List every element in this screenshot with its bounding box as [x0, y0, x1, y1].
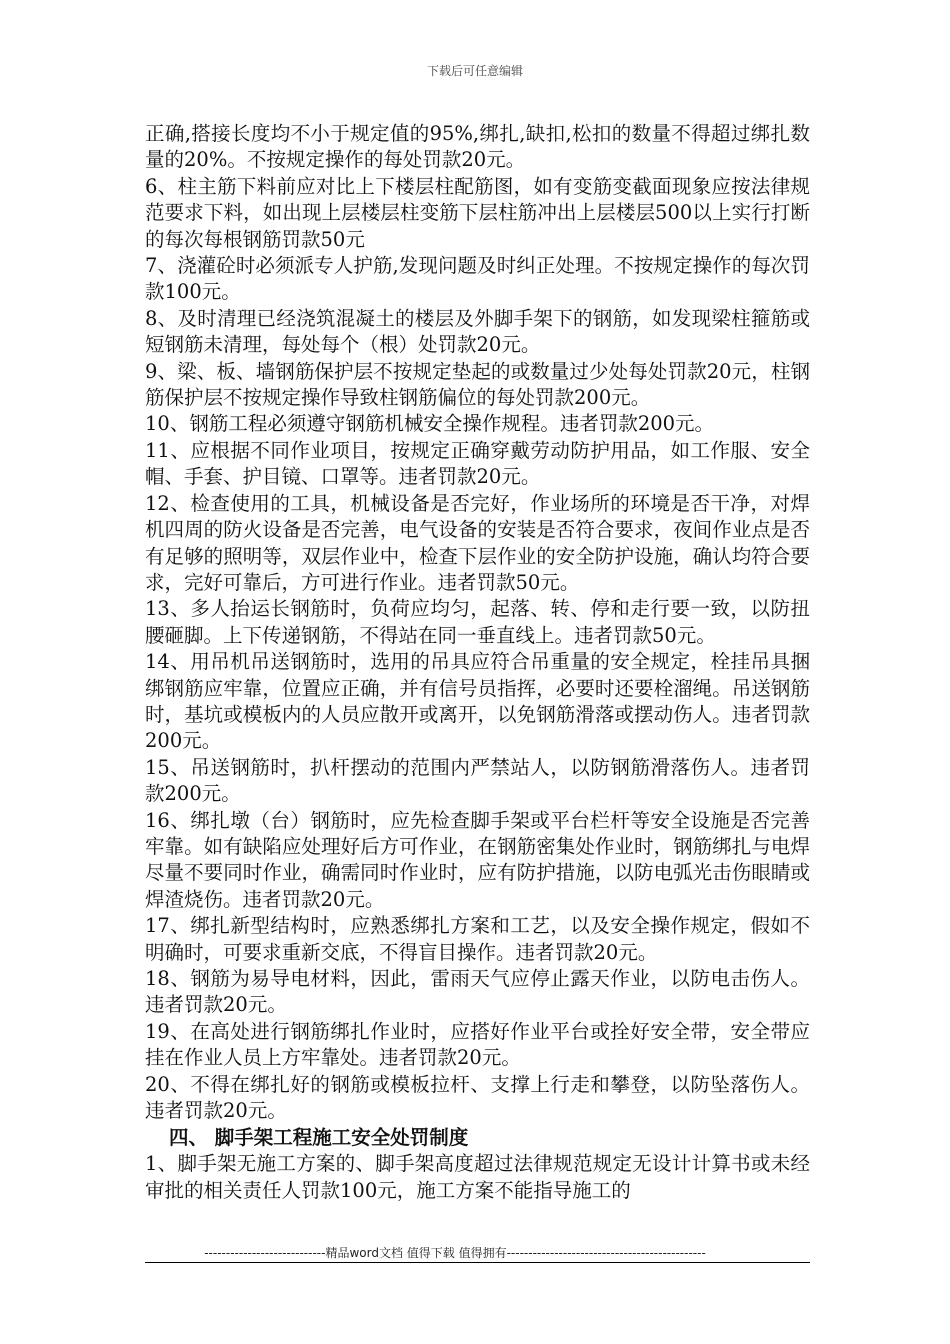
document-body [145, 121, 810, 1204]
paragraph-item-12: 12、检查使用的工具，机械设备是否完好，作业场所的环境是否干净，对焊机四周的防火设备是否完善，电气设备的安装是否符合要求，夜间作业点是否有足够的照明等，双层作业中，检查下层作业的安全防护设施，确认均符合要求，完好可靠后，方可进行作业。违者罚款50元。 [145, 491, 810, 594]
paragraph-item-15: 15、吊送钢筋时，扒杆摆动的范围内严禁站人，以防钢筋滑落伤人。违者罚款200元。 [145, 755, 810, 806]
paragraph-item-13: 13、多人抬运长钢筋时，负荷应均匀，起落、转、停和走行要一致，以防扭腰砸脚。上下传递钢筋，不得站在同一垂直线上。违者罚款50元。 [145, 597, 810, 647]
paragraph-item-6: 6、柱主筋下料前应对比上下楼层柱配筋图，如有变筋变截面现象应按法律规范要求下料，如出现上层楼层柱变筋下层柱筋冲出上层楼层500以上实行打断的每次每根钢筋罚款50元 [145, 174, 810, 251]
paragraph-item-9: 9、梁、板、墙钢筋保护层不按规定垫起的或数量过少处每处罚款20元，柱钢筋保护层不按规定操作导致柱钢筋偏位的每处罚款200元。 [145, 359, 810, 410]
section-heading: 四、 脚手架工程施工安全处罚制度 [169, 1126, 469, 1150]
paragraph-item-10: 10、钢筋工程必须遵守钢筋机械安全操作规程。违者罚款200元。 [145, 412, 715, 436]
paragraph-item-18: 18、钢筋为易导电材料，因此，雷雨天气应停止露天作业，以防电击伤人。违者罚款20元。 [145, 967, 810, 1017]
paragraph-item-16: 16、绑扎墩（台）钢筋时，应先检查脚手架或平台栏杆等安全设施是否完善牢靠。如有缺陷应处理好后方可作业，在钢筋密集处作业时，钢筋绑扎与电焊尽量不要同时作业，确需同时作业时，应有防护措施，以防电弧光击伤眼睛或焊渣烧伤。违者罚款20元。 [145, 808, 810, 911]
footer-divider [145, 1262, 810, 1263]
paragraph-item-11: 11、应根据不同作业项目，按规定正确穿戴劳动防护用品，如工作服、安全帽、手套、护目镜、口罩等。违者罚款20元。 [145, 438, 810, 489]
paragraph-item-20: 20、不得在绑扎好的钢筋或模板拉杆、支撑上行走和攀登，以防坠落伤人。违者罚款20元。 [145, 1072, 810, 1123]
paragraph-item-7: 7、浇灌砼时必须派专人护筋,发现问题及时纠正处理。不按规定操作的每次罚款100元。 [145, 254, 810, 304]
paragraph-rebar-splice: 正确,搭接长度均不小于规定值的95%,绑扎,缺扣,松扣的数量不得超过绑扎数量的20%。不按规定操作的每处罚款20元。 [145, 122, 810, 172]
paragraph-item-19: 19、在高处进行钢筋绑扎作业时，应搭好作业平台或拴好安全带，安全带应挂在作业人员上方牢靠处。违者罚款20元。 [145, 1019, 810, 1070]
page-header: 下载后可任意编辑 [426, 64, 523, 78]
section-paragraph-1: 1、脚手架无施工方案的、脚手架高度超过法律规范规定无设计计算书或未经审批的相关责任人罚款100元，施工方案不能指导施工的 [145, 1152, 810, 1202]
page-footer: ----------------------------精品word文档 值得下载 值得拥有---------------------------------------------- [204, 1246, 706, 1260]
paragraph-item-14: 14、用吊机吊送钢筋时，选用的吊具应符合吊重量的安全规定，栓挂吊具捆绑钢筋应牢靠，位置应正确，并有信号员指挥，必要时还要栓溜绳。吊送钢筋时，基坑或模板内的人员应散开或离开，以免钢筋滑落或摆动伤人。违者罚款200元。 [145, 650, 810, 753]
paragraph-item-8: 8、及时清理已经浇筑混凝土的楼层及外脚手架下的钢筋，如发现梁柱箍筋或短钢筋未清理，每处每个（根）处罚款20元。 [145, 306, 810, 357]
paragraph-item-17: 17、绑扎新型结构时，应熟悉绑扎方案和工艺，以及安全操作规定，假如不明确时，可要求重新交底，不得盲目操作。违者罚款20元。 [145, 914, 810, 964]
